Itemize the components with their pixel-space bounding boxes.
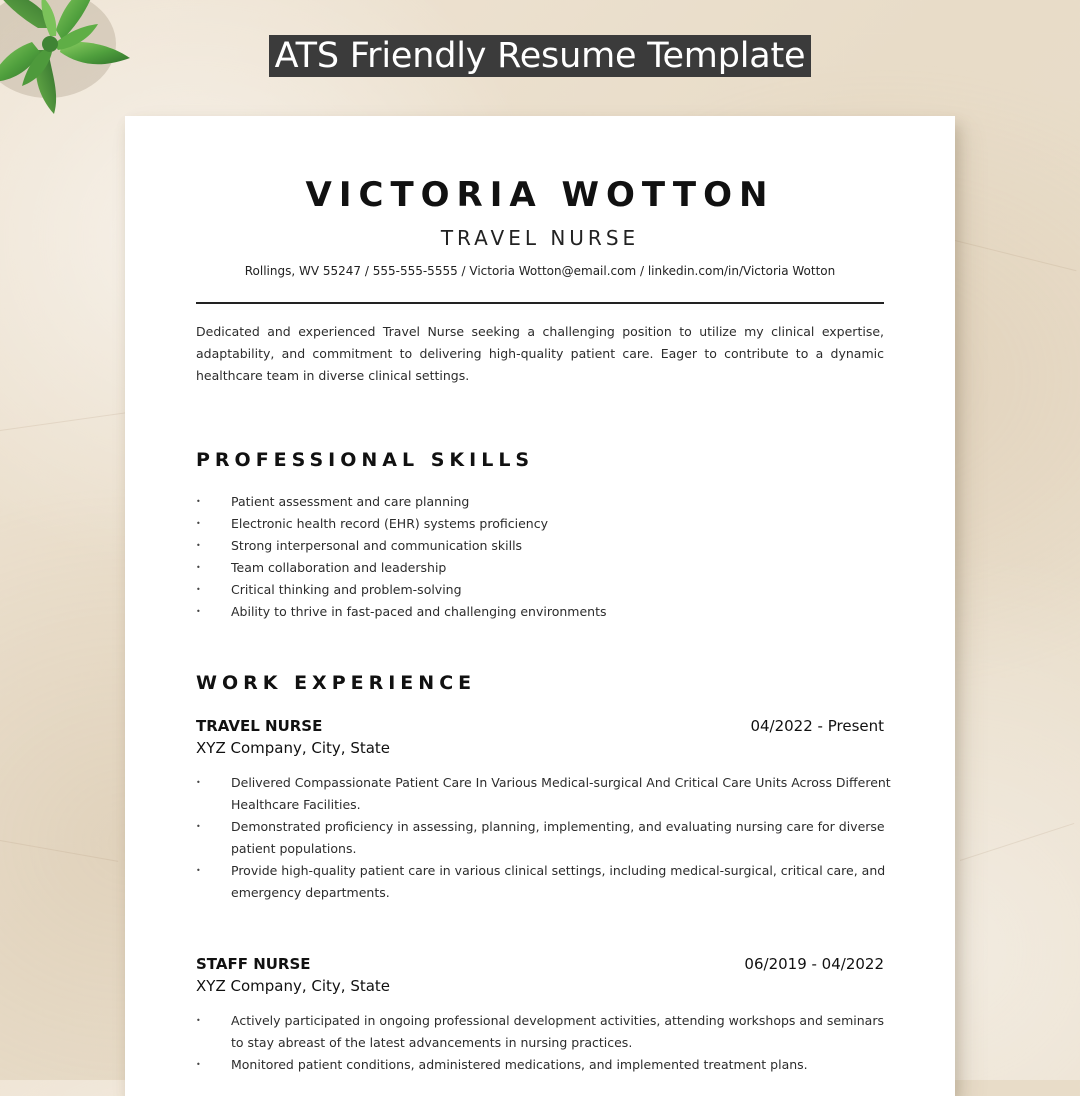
skill-item: • Patient assessment and care planning: [196, 491, 891, 513]
resume-sheet: [125, 116, 955, 1096]
job-header: [196, 954, 884, 998]
job-bullets: [196, 772, 891, 904]
header-divider: [196, 302, 884, 304]
job-bullet: • Provide high-quality patient care in various clinical settings, including medical-surgical, critical care, and emergency departments.: [196, 860, 891, 904]
job-bullet: • Monitored patient conditions, administered medications, and implemented treatment plans.: [196, 1054, 891, 1076]
marble-vein: [955, 240, 1077, 271]
job-bullet: • Actively participated in ongoing professional development activities, attending workshops and seminars to stay abreast of the latest advancements in nursing practices.: [196, 1010, 891, 1054]
candidate-name: VICTORIA WOTTON: [305, 175, 775, 215]
job-dates: 04/2022 - Present: [750, 717, 884, 735]
skill-item: • Team collaboration and leadership: [196, 557, 891, 579]
marble-vein: [0, 840, 118, 862]
skill-item: • Electronic health record (EHR) systems proficiency: [196, 513, 891, 535]
skill-item: • Critical thinking and problem-solving: [196, 579, 891, 601]
job-bullets: [196, 1010, 891, 1076]
job-bullet: • Demonstrated proficiency in assessing, planning, implementing, and evaluating nursing care for diverse patient populations.: [196, 816, 891, 860]
skills-list: [196, 491, 891, 623]
marble-vein: [960, 823, 1074, 861]
job-dates: 06/2019 - 04/2022: [744, 955, 884, 973]
hero-banner: [269, 35, 811, 77]
professional-summary: Dedicated and experienced Travel Nurse seeking a challenging position to utilize my clinical expertise, adaptability, and commitment to delivering high-quality patient care. Eager to contribute to a dynamic healthcare team in diverse clinical settings.: [196, 324, 884, 383]
succulent-plant-icon: [0, 0, 140, 126]
skills-section-title: PROFESSIONAL SKILLS: [196, 449, 535, 471]
contact-line: Rollings, WV 55247 / 555-555-5555 / Victoria Wotton@email.com / linkedin.com/in/Victoria Wotton: [244, 264, 836, 278]
job-title: TRAVEL NURSE: [196, 717, 323, 735]
skill-item: • Ability to thrive in fast-paced and challenging environments: [196, 601, 891, 623]
experience-section-title: WORK EXPERIENCE: [196, 672, 477, 694]
hero-banner-title: ATS Friendly Resume Template: [274, 35, 806, 76]
job-title: STAFF NURSE: [196, 955, 311, 973]
candidate-role: TRAVEL NURSE: [440, 226, 640, 250]
job-bullet: • Delivered Compassionate Patient Care In Various Medical-surgical And Critical Care Units Across Different Healthcare Facilities.: [196, 772, 891, 816]
job-company: XYZ Company, City, State: [196, 977, 391, 995]
skill-item: • Strong interpersonal and communication skills: [196, 535, 891, 557]
job-header: [196, 716, 884, 760]
job-company: XYZ Company, City, State: [196, 739, 391, 757]
